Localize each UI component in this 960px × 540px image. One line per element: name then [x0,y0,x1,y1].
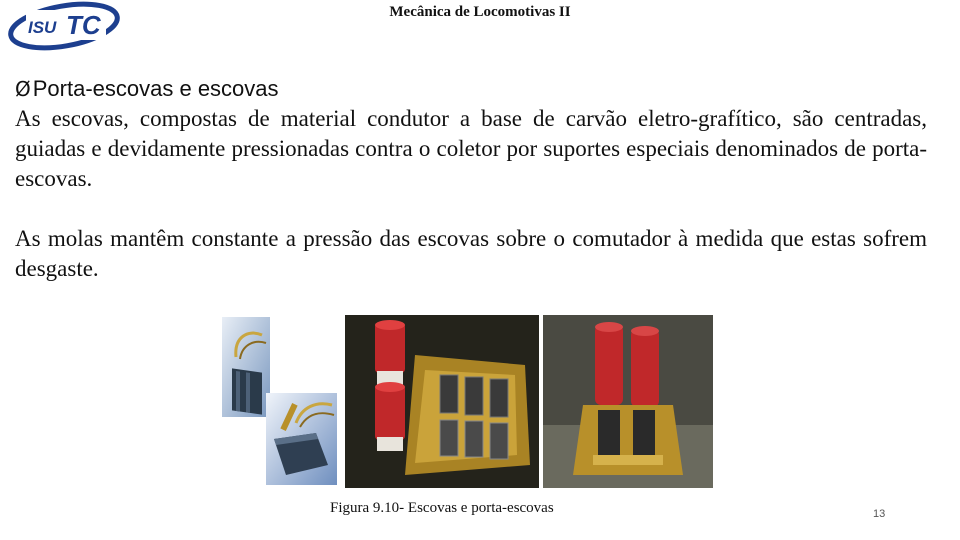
page-title: Mecânica de Locomotivas II [389,4,571,20]
brush-holder-photo-2 [543,315,713,488]
arrow-bullet-icon: Ø [15,77,31,101]
brush-holder-photo-1 [345,315,539,488]
page-number: 13 [873,508,886,520]
bullet-heading [15,74,927,104]
paragraph-brushes: As escovas, compostas de material condutor a base de carvão eletro-grafítico, são centradas, guiadas e devidamente pressionadas contra o coletor por suportes especiais denominados de porta-escovas. [15,106,927,191]
slide-content [15,74,927,284]
carbon-brush-photo-1 [222,317,270,417]
paragraph-springs: As molas mantêm constante a pressão das escovas sobre o comutador à medida que estas sofrem desgaste. [15,226,927,281]
logo-text-tc: TC [66,10,101,40]
logo-text-isu: ISU [28,18,57,37]
bullet-title: Porta-escovas e escovas [32,76,279,101]
carbon-brush-photo-2 [266,393,337,485]
figure-caption: Figura 9.10- Escovas e porta-escovas [330,500,554,516]
